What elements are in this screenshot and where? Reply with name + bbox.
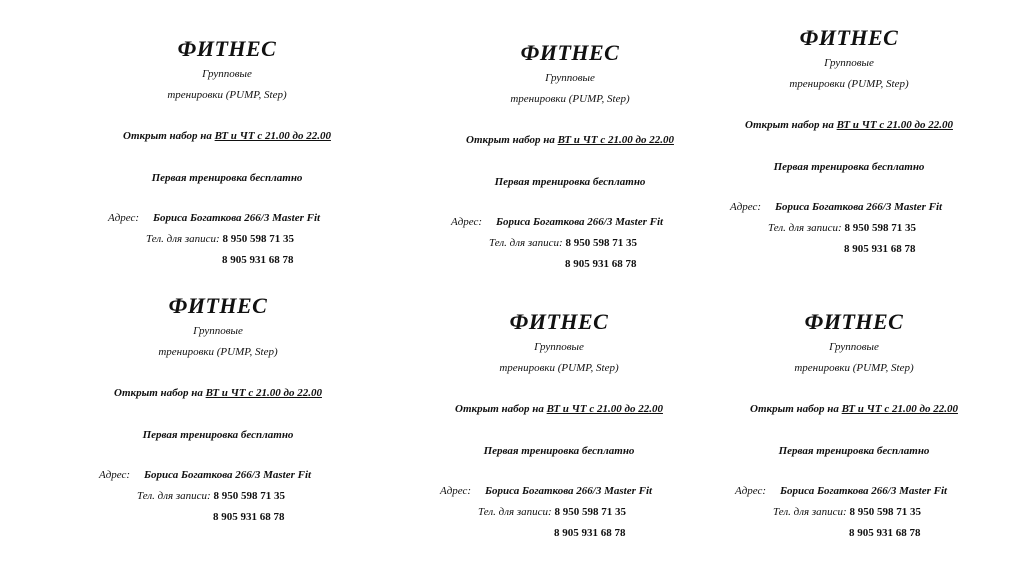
flyer-subtitle-line1: Групповые bbox=[202, 68, 252, 80]
flyer-title: ФИТНЕС bbox=[804, 309, 904, 334]
flyer-schedule-prefix: Открыт набор на bbox=[466, 134, 558, 146]
flyer-schedule bbox=[704, 118, 994, 132]
flyer-schedule-days: ВТ и ЧТ с 21.00 до 22.00 bbox=[214, 130, 331, 142]
flyer-phone-1 bbox=[768, 221, 916, 235]
flyer-free-trial: Первая тренировка бесплатно bbox=[151, 172, 303, 184]
flyer-phone-2: 8 905 931 68 78 bbox=[213, 511, 285, 523]
flyer-top-right bbox=[704, 25, 994, 265]
flyer-phone-1 bbox=[773, 505, 921, 519]
flyer-phone-label: Тел. для записи: bbox=[146, 233, 220, 245]
flyer-phone-2: 8 905 931 68 78 bbox=[222, 254, 294, 266]
flyer-top-left bbox=[82, 36, 372, 276]
flyer-address bbox=[108, 211, 388, 225]
flyer-schedule-prefix: Открыт набор на bbox=[114, 387, 206, 399]
flyer-free-trial: Первая тренировка бесплатно bbox=[773, 161, 925, 173]
flyer-phone-1 bbox=[489, 236, 637, 250]
flyer-schedule-days: ВТ и ЧТ с 21.00 до 22.00 bbox=[205, 387, 322, 399]
flyer-phone-label: Тел. для записи: bbox=[768, 222, 842, 234]
flyer-address-value: Бориса Богаткова 266/3 Master Fit bbox=[780, 485, 948, 497]
flyer-address bbox=[440, 484, 720, 498]
flyer-phone-1-value: 8 950 598 71 35 bbox=[222, 233, 294, 245]
flyer-schedule-days: ВТ и ЧТ с 21.00 до 22.00 bbox=[836, 119, 953, 131]
flyer-schedule-prefix: Открыт набор на bbox=[745, 119, 837, 131]
flyer-top-middle bbox=[425, 40, 715, 280]
flyer-subtitle-line2: тренировки (PUMP, Step) bbox=[499, 362, 619, 374]
flyer-subtitle-line1: Групповые bbox=[829, 341, 879, 353]
flyer-phone-2: 8 905 931 68 78 bbox=[844, 243, 916, 255]
flyer-address-value: Бориса Богаткова 266/3 Master Fit bbox=[153, 212, 321, 224]
flyer-subtitle-line1: Групповые bbox=[824, 57, 874, 69]
flyer-subtitle-line1: Групповые bbox=[534, 341, 584, 353]
flyer-schedule-prefix: Открыт набор на bbox=[750, 403, 842, 415]
flyer-phone-1-value: 8 950 598 71 35 bbox=[554, 506, 626, 518]
flyer-phone-2: 8 905 931 68 78 bbox=[849, 527, 921, 539]
flyer-address-label: Адрес: bbox=[440, 485, 472, 497]
flyer-address bbox=[735, 484, 1015, 498]
flyer-phone-2: 8 905 931 68 78 bbox=[565, 258, 637, 270]
flyer-address-label: Адрес: bbox=[108, 212, 140, 224]
flyer-phone-label: Тел. для записи: bbox=[773, 506, 847, 518]
flyer-address-value: Бориса Богаткова 266/3 Master Fit bbox=[144, 469, 312, 481]
flyer-free-trial: Первая тренировка бесплатно bbox=[494, 176, 646, 188]
flyer-phone-1 bbox=[137, 489, 285, 503]
flyer-bottom-right bbox=[709, 309, 999, 549]
flyer-bottom-left bbox=[73, 293, 363, 533]
flyer-address-value: Бориса Богаткова 266/3 Master Fit bbox=[485, 485, 653, 497]
flyer-title: ФИТНЕС bbox=[177, 36, 277, 61]
flyer-address-value: Бориса Богаткова 266/3 Master Fit bbox=[775, 201, 943, 213]
flyer-phone-1-value: 8 950 598 71 35 bbox=[565, 237, 637, 249]
flyer-address-label: Адрес: bbox=[735, 485, 767, 497]
flyer-address-label: Адрес: bbox=[730, 201, 762, 213]
flyer-schedule bbox=[73, 386, 363, 400]
flyer-phone-1-value: 8 950 598 71 35 bbox=[213, 490, 285, 502]
flyer-subtitle-line2: тренировки (PUMP, Step) bbox=[158, 346, 278, 358]
flyer-subtitle-line2: тренировки (PUMP, Step) bbox=[510, 93, 630, 105]
flyer-address-label: Адрес: bbox=[451, 216, 483, 228]
flyer-title: ФИТНЕС bbox=[509, 309, 609, 334]
flyer-schedule bbox=[709, 402, 999, 416]
flyer-schedule bbox=[425, 133, 715, 147]
flyer-subtitle-line2: тренировки (PUMP, Step) bbox=[794, 362, 914, 374]
flyer-phone-1 bbox=[478, 505, 626, 519]
flyer-title: ФИТНЕС bbox=[799, 25, 899, 50]
flyer-phone-label: Тел. для записи: bbox=[478, 506, 552, 518]
flyer-address bbox=[730, 200, 1010, 214]
flyer-phone-label: Тел. для записи: bbox=[489, 237, 563, 249]
flyer-phone-1-value: 8 950 598 71 35 bbox=[844, 222, 916, 234]
flyer-address bbox=[451, 215, 731, 229]
flyer-schedule-days: ВТ и ЧТ с 21.00 до 22.00 bbox=[557, 134, 674, 146]
flyer-address-label: Адрес: bbox=[99, 469, 131, 481]
flyer-free-trial: Первая тренировка бесплатно bbox=[778, 445, 930, 457]
flyer-phone-label: Тел. для записи: bbox=[137, 490, 211, 502]
flyer-schedule bbox=[414, 402, 704, 416]
flyer-subtitle-line1: Групповые bbox=[545, 72, 595, 84]
flyer-phone-1 bbox=[146, 232, 294, 246]
flyer-phone-1-value: 8 950 598 71 35 bbox=[849, 506, 921, 518]
flyer-phone-2: 8 905 931 68 78 bbox=[554, 527, 626, 539]
flyer-schedule-days: ВТ и ЧТ с 21.00 до 22.00 bbox=[841, 403, 958, 415]
flyer-free-trial: Первая тренировка бесплатно bbox=[142, 429, 294, 441]
flyer-schedule bbox=[82, 129, 372, 143]
flyer-title: ФИТНЕС bbox=[520, 40, 620, 65]
flyer-schedule-days: ВТ и ЧТ с 21.00 до 22.00 bbox=[546, 403, 663, 415]
flyer-free-trial: Первая тренировка бесплатно bbox=[483, 445, 635, 457]
flyer-schedule-prefix: Открыт набор на bbox=[455, 403, 547, 415]
flyer-address-value: Бориса Богаткова 266/3 Master Fit bbox=[496, 216, 664, 228]
flyer-address bbox=[99, 468, 379, 482]
flyer-title: ФИТНЕС bbox=[168, 293, 268, 318]
flyer-subtitle-line2: тренировки (PUMP, Step) bbox=[789, 78, 909, 90]
flyer-subtitle-line2: тренировки (PUMP, Step) bbox=[167, 89, 287, 101]
flyer-schedule-prefix: Открыт набор на bbox=[123, 130, 215, 142]
flyer-bottom-middle bbox=[414, 309, 704, 549]
flyer-subtitle-line1: Групповые bbox=[193, 325, 243, 337]
